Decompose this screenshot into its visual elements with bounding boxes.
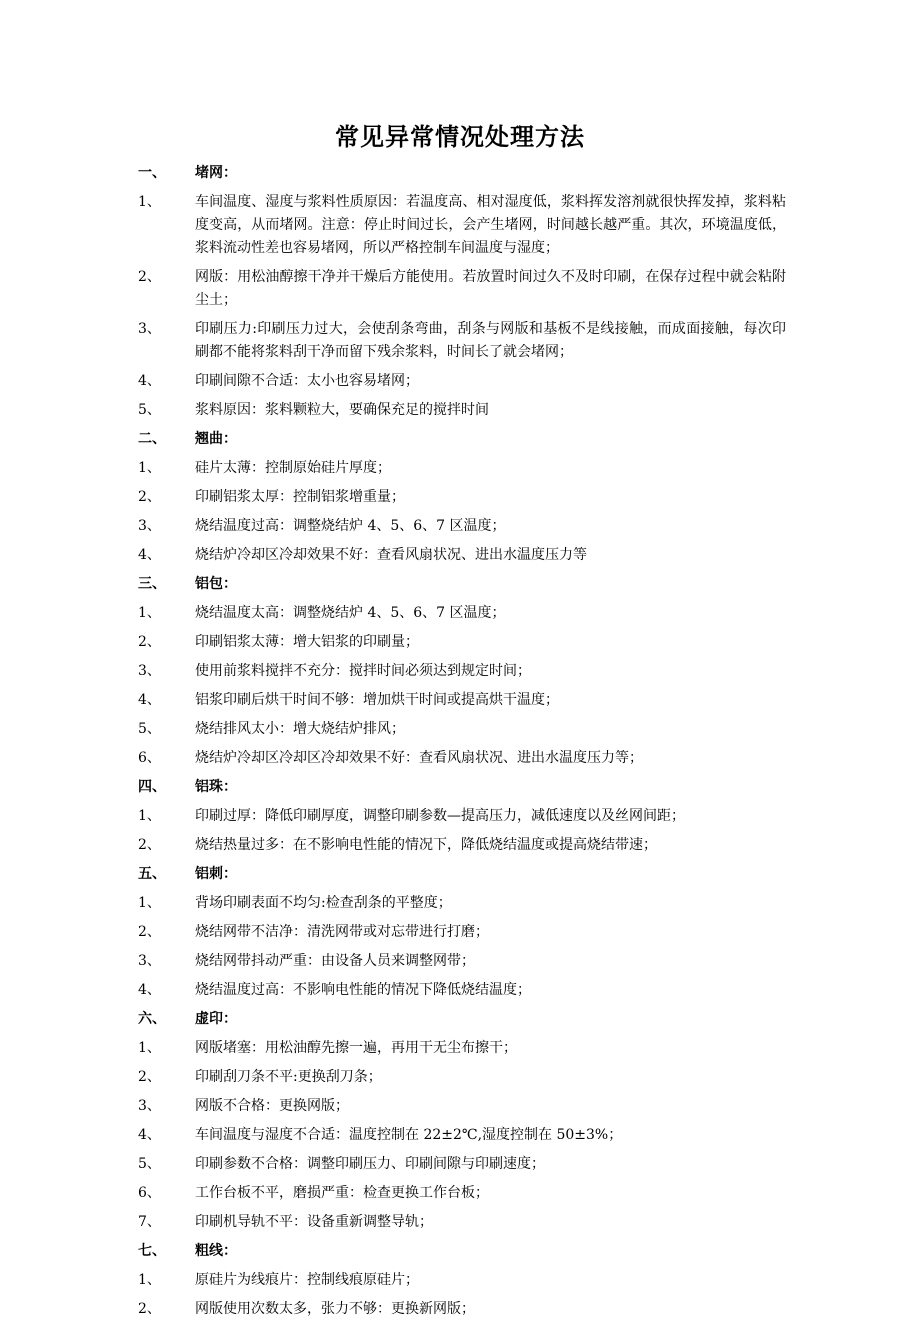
item-text: 车间温度与湿度不合适：温度控制在 22±2℃,湿度控制在 50±3%； [195,1127,623,1143]
list-item [138,318,786,364]
item-text: 烧结热量过多：在不影响电性能的情况下，降低烧结温度或提高烧结带速； [195,837,657,853]
item-text: 网版不合格：更换网版； [195,1098,349,1114]
item-number: 6、 [138,1185,161,1201]
page-title: 常见异常情况处理方法 [335,122,585,151]
section-title: 铝珠： [195,779,237,795]
item-number: 4、 [138,982,161,998]
section-title: 虚印： [195,1011,237,1027]
item-number: 1、 [138,895,161,911]
item-number: 2、 [138,1301,161,1317]
list-item [138,544,786,567]
list-item [138,921,786,944]
item-text: 印刷铝浆太厚：控制铝浆增重量； [195,489,405,505]
item-number: 4、 [138,373,161,389]
item-text: 烧结炉冷却区冷却区冷却效果不好：查看风扇状况、进出水温度压力等； [195,750,643,766]
item-text: 烧结温度过高：不影响电性能的情况下降低烧结温度； [195,982,531,998]
section-heading [138,776,786,799]
list-item [138,805,786,828]
list-item [138,1211,786,1234]
item-number: 1、 [138,605,161,621]
section-title: 铝包： [195,576,237,592]
list-item [138,660,786,683]
section-number: 二、 [138,431,166,447]
section-heading [138,428,786,451]
list-item [138,1269,786,1292]
list-item [138,486,786,509]
section-title: 铝刺： [195,866,237,882]
list-item [138,1037,786,1060]
item-text: 硅片太薄：控制原始硅片厚度； [195,460,391,476]
list-item [138,1153,786,1176]
item-text: 印刷间隙不合适：太小也容易堵网； [195,373,419,389]
list-item [138,370,786,393]
item-text: 网版：用松油醇擦干净并干燥后方能使用。若放置时间过久不及时印刷，在保存过程中就会粘附尘土； [195,269,786,308]
list-item [138,515,786,538]
item-number: 3、 [138,663,161,679]
item-number: 4、 [138,547,161,563]
section-heading [138,1240,786,1263]
section-title: 翘曲： [195,431,237,447]
item-number: 1、 [138,460,161,476]
item-number: 4、 [138,1127,161,1143]
list-item [138,689,786,712]
list-item [138,747,786,770]
list-item [138,834,786,857]
item-text: 使用前浆料搅拌不充分：搅拌时间必须达到规定时间； [195,663,531,679]
section-number: 三、 [138,576,166,592]
item-text: 烧结炉冷却区冷却效果不好：查看风扇状况、进出水温度压力等 [195,547,587,563]
item-number: 1、 [138,194,161,210]
section-number: 五、 [138,866,166,882]
item-text: 印刷铝浆太薄：增大铝浆的印刷量； [195,634,419,650]
section-title: 粗线： [195,1243,237,1259]
item-number: 3、 [138,953,161,969]
item-number: 1、 [138,808,161,824]
item-number: 2、 [138,837,161,853]
item-text: 网版使用次数太多，张力不够：更换新网版； [195,1301,475,1317]
item-number: 3、 [138,1098,161,1114]
item-number: 2、 [138,489,161,505]
list-item [138,979,786,1002]
list-item [138,602,786,625]
item-number: 3、 [138,321,161,337]
item-number: 5、 [138,1156,161,1172]
item-text: 浆料原因：浆料颗粒大，要确保充足的搅拌时间 [195,402,489,418]
list-item [138,1066,786,1089]
item-number: 2、 [138,269,161,285]
item-text: 烧结排风太小：增大烧结炉排风； [195,721,405,737]
list-item [138,1124,786,1147]
item-number: 1、 [138,1040,161,1056]
item-text: 车间温度、湿度与浆料性质原因：若温度高、相对湿度低，浆料挥发溶剂就很快挥发掉，浆料粘度变高，从而堵网。注意：停止时间过长，会产生堵网，时间越长越严重。其次，环境温度低，浆料流动性差也容易堵网，所以严格控制车间温度与湿度； [195,194,786,256]
item-text: 烧结温度过高：调整烧结炉 4、5、6、7 区温度； [195,518,506,534]
list-item [138,631,786,654]
document-body [138,162,786,1327]
item-number: 2、 [138,924,161,940]
section-heading [138,863,786,886]
item-text: 印刷过厚：降低印刷厚度，调整印刷参数—提高压力，减低速度以及丝网间距； [195,808,685,824]
item-text: 烧结温度太高：调整烧结炉 4、5、6、7 区温度； [195,605,506,621]
list-item [138,457,786,480]
item-number: 1、 [138,1272,161,1288]
item-text: 烧结网带抖动严重：由设备人员来调整网带； [195,953,475,969]
item-text: 印刷参数不合格：调整印刷压力、印刷间隙与印刷速度； [195,1156,545,1172]
item-number: 5、 [138,721,161,737]
section-number: 一、 [138,165,166,181]
list-item [138,718,786,741]
section-number: 七、 [138,1243,166,1259]
list-item [138,1182,786,1205]
item-number: 6、 [138,750,161,766]
list-item [138,191,786,260]
item-text: 原硅片为线痕片：控制线痕原硅片； [195,1272,419,1288]
item-text: 印刷刮刀条不平:更换刮刀条； [195,1069,382,1085]
item-number: 7、 [138,1214,161,1230]
list-item [138,1095,786,1118]
item-number: 5、 [138,402,161,418]
section-number: 六、 [138,1011,166,1027]
item-text: 背场印刷表面不均匀:检查刮条的平整度； [195,895,452,911]
list-item [138,892,786,915]
list-item [138,266,786,312]
section-heading [138,162,786,185]
item-text: 铝浆印刷后烘干时间不够：增加烘干时间或提高烘干温度； [195,692,559,708]
section-heading [138,573,786,596]
list-item [138,399,786,422]
item-number: 2、 [138,1069,161,1085]
list-item [138,950,786,973]
item-text: 烧结网带不洁净：清洗网带或对忘带进行打磨； [195,924,489,940]
section-heading [138,1008,786,1031]
item-text: 印刷机导轨不平：设备重新调整导轨； [195,1214,433,1230]
item-text: 工作台板不平，磨损严重：检查更换工作台板； [195,1185,489,1201]
section-title: 堵网： [195,165,237,181]
item-number: 4、 [138,692,161,708]
item-text: 印刷压力:印刷压力过大，会使刮条弯曲，刮条与网版和基板不是线接触，而成面接触，每次印刷都不能将浆料刮干净而留下残余浆料，时间长了就会堵网； [195,321,786,360]
item-number: 2、 [138,634,161,650]
item-number: 3、 [138,518,161,534]
section-number: 四、 [138,779,166,795]
list-item [138,1298,786,1321]
item-text: 网版堵塞：用松油醇先擦一遍，再用干无尘布擦干； [195,1040,517,1056]
